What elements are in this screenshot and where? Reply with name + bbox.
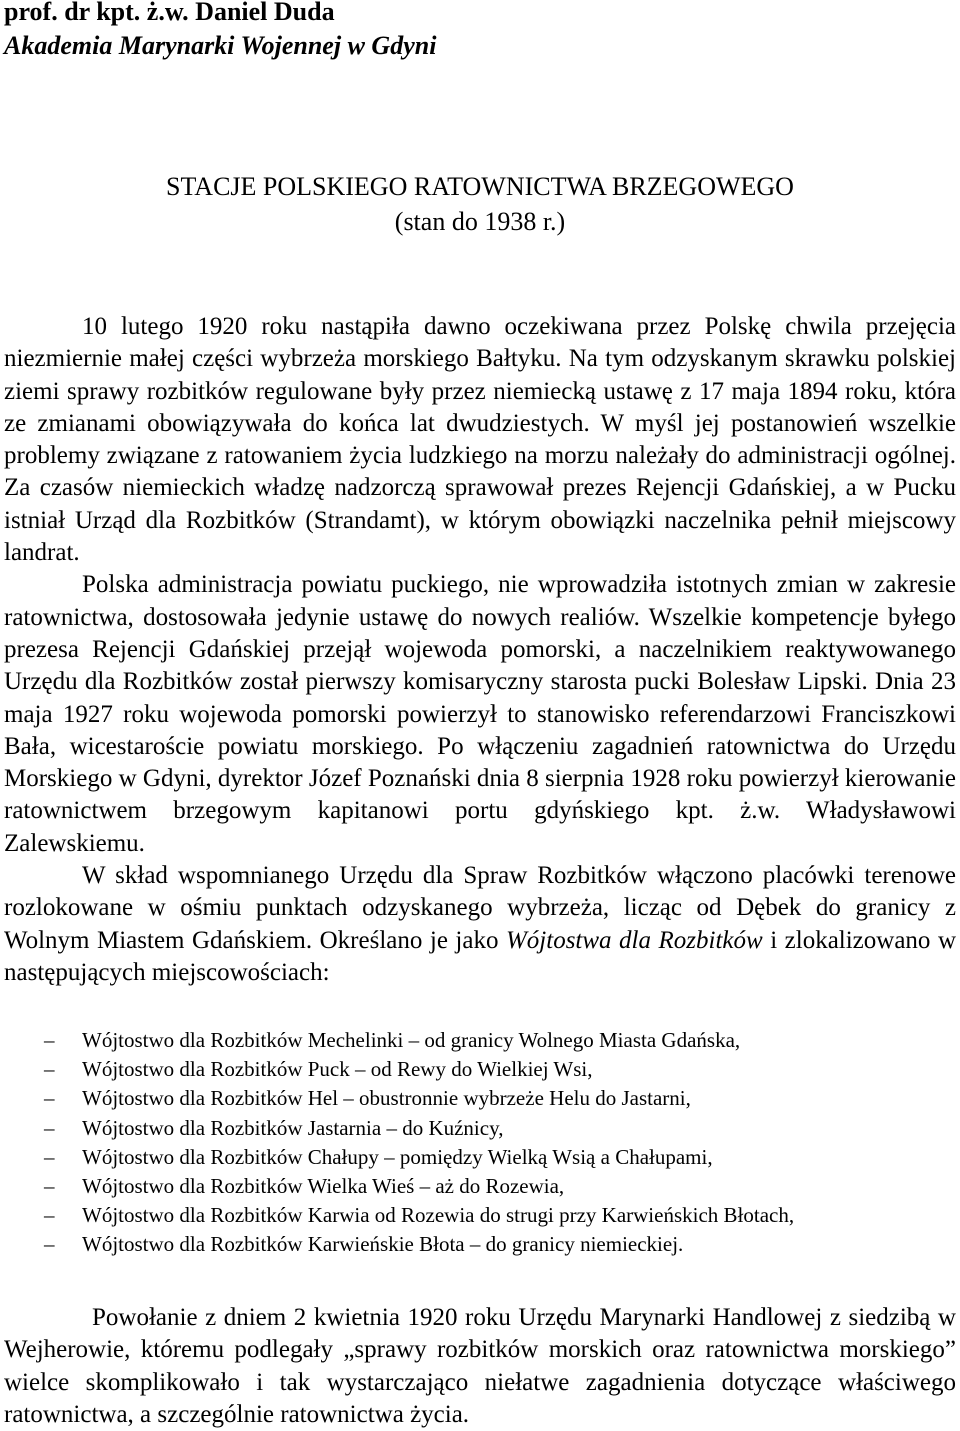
list-dash: – xyxy=(44,1028,55,1052)
document-title: STACJE POLSKIEGO RATOWNICTWA BRZEGOWEGO xyxy=(166,172,794,201)
paragraph-1: 10 lutego 1920 roku nastąpiła dawno oczekiwana przez Polskę chwila przejęcia niezmiernie małej części wybrzeża morskiego Bałtyku. Na tym odzyskanym skrawku polskiej ziemi sprawy rozbitków regulowane były przez niemiecką ustawę z 17 maja 1894 roku, która ze zmianami obowiązywała do końca lat dwudziestych. W myśl jej postanowień wszelkie problemy związane z ratowaniem życia ludzkiego na morzu należały do administracji ogólnej. Za czasów niemieckich władzę nadzorczą sprawował prezes Rejencji Gdańskiej, a w Pucku istniał Urząd dla Rozbitków (Strandamt), w którym obowiązki naczelnika pełnił miejscowy landrat. xyxy=(4,313,956,567)
list-item-text: Wójtostwo dla Rozbitków Hel – obustronnie wybrzeże Helu do Jastarni, xyxy=(82,1086,691,1111)
affiliation-line: Akademia Marynarki Wojennej w Gdyni xyxy=(4,31,437,60)
list-item-text: Wójtostwo dla Rozbitków Karwia od Rozewia do strugi przy Karwieńskich Błotach, xyxy=(82,1203,795,1228)
list-item xyxy=(4,1114,956,1143)
list-dash: – xyxy=(44,1086,55,1111)
list-dash: – xyxy=(44,1203,55,1228)
paragraph-4: Powołanie z dniem 2 kwietnia 1920 roku Urzędu Marynarki Handlowej z siedzibą w Wejherowie, któremu podlegały „sprawy rozbitków morskich oraz ratownictwa morskiego” wielce skomplikowało i tak wystarczająco niełatwe zagadnienia dotyczące właściwego ratownictwa, a szczególnie ratownictwa życia. xyxy=(4,1304,956,1428)
list-item-text: Wójtostwo dla Rozbitków Wielka Wieś – aż do Rozewia, xyxy=(82,1174,565,1199)
list-dash: – xyxy=(44,1232,55,1257)
list-item xyxy=(4,1172,956,1201)
paragraph-3-italic-term: Wójtostwa dla Rozbitków xyxy=(505,926,763,954)
list-item-text: Wójtostwo dla Rozbitków Jastarnia – do Kuźnicy, xyxy=(82,1115,504,1140)
body-text xyxy=(4,311,956,989)
list-item xyxy=(4,1084,956,1113)
list-item-text: Wójtostwo dla Rozbitków Karwieńskie Błota – do granicy niemieckiej. xyxy=(82,1232,684,1257)
paragraph-3 xyxy=(4,860,956,989)
list-item xyxy=(4,1201,956,1230)
list-item-text: Wójtostwo dla Rozbitków Chałupy – pomiędzy Wielką Wsią a Chałupami, xyxy=(82,1144,713,1169)
paragraph-3-text-b: i zlokalizowano w następujących miejscowościach: xyxy=(4,926,956,986)
document-subtitle: (stan do 1938 r.) xyxy=(394,207,566,236)
list-item xyxy=(4,1026,956,1055)
list-dash: – xyxy=(44,1057,55,1082)
list-item-text: Wójtostwo dla Rozbitków Mechelinki – od granicy Wolnego Miasta Gdańska, xyxy=(82,1028,741,1052)
list-item xyxy=(4,1143,956,1172)
stations-list xyxy=(4,1026,956,1260)
list-dash: – xyxy=(44,1115,55,1140)
paragraph-2: Polska administracja powiatu puckiego, nie wprowadziła istotnych zmian w zakresie ratownictwa, dostosowała jedynie ustawę do nowych realiów. Wszelkie kompetencje byłego prezesa Rejencji Gdańskiej przejął wojewoda pomorski, a naczelnikiem reaktywowanego Urzędu dla Rozbitków został pierwszy komisaryczny starosta pucki Bolesław Lipski. Dnia 23 maja 1927 roku wojewoda pomorski powierzył to stanowisko referendarzowi Franciszkowi Bała, wicestaroście powiatu morskiego. Po włączeniu zagadnień ratownictwa do Urzędu Morskiego w Gdyni, dyrektor Józef Poznański dnia 8 sierpnia 1928 roku powierzył kierowanie ratownictwem brzegowym kapitanowi portu gdyńskiego kpt. ż.w. Władysławowi Zalewskiemu. xyxy=(4,571,956,857)
list-item xyxy=(4,1230,956,1259)
list-dash: – xyxy=(44,1144,55,1169)
author-line: prof. dr kpt. ż.w. Daniel Duda xyxy=(4,0,335,26)
paragraph-3-text-a: W skład wspomnianego Urzędu dla Spraw Rozbitków włączono placówki terenowe rozlokowane w ośmiu punktach odzyskanego wybrzeża, licząc od Dębek do granicy z Wolnym Miastem Gdańskiem. Określano je jako xyxy=(4,862,956,954)
list-item-text: Wójtostwo dla Rozbitków Puck – od Rewy do Wielkiej Wsi, xyxy=(82,1057,593,1082)
list-item xyxy=(4,1055,956,1084)
closing-text xyxy=(4,1302,956,1431)
list-dash: – xyxy=(44,1174,55,1199)
